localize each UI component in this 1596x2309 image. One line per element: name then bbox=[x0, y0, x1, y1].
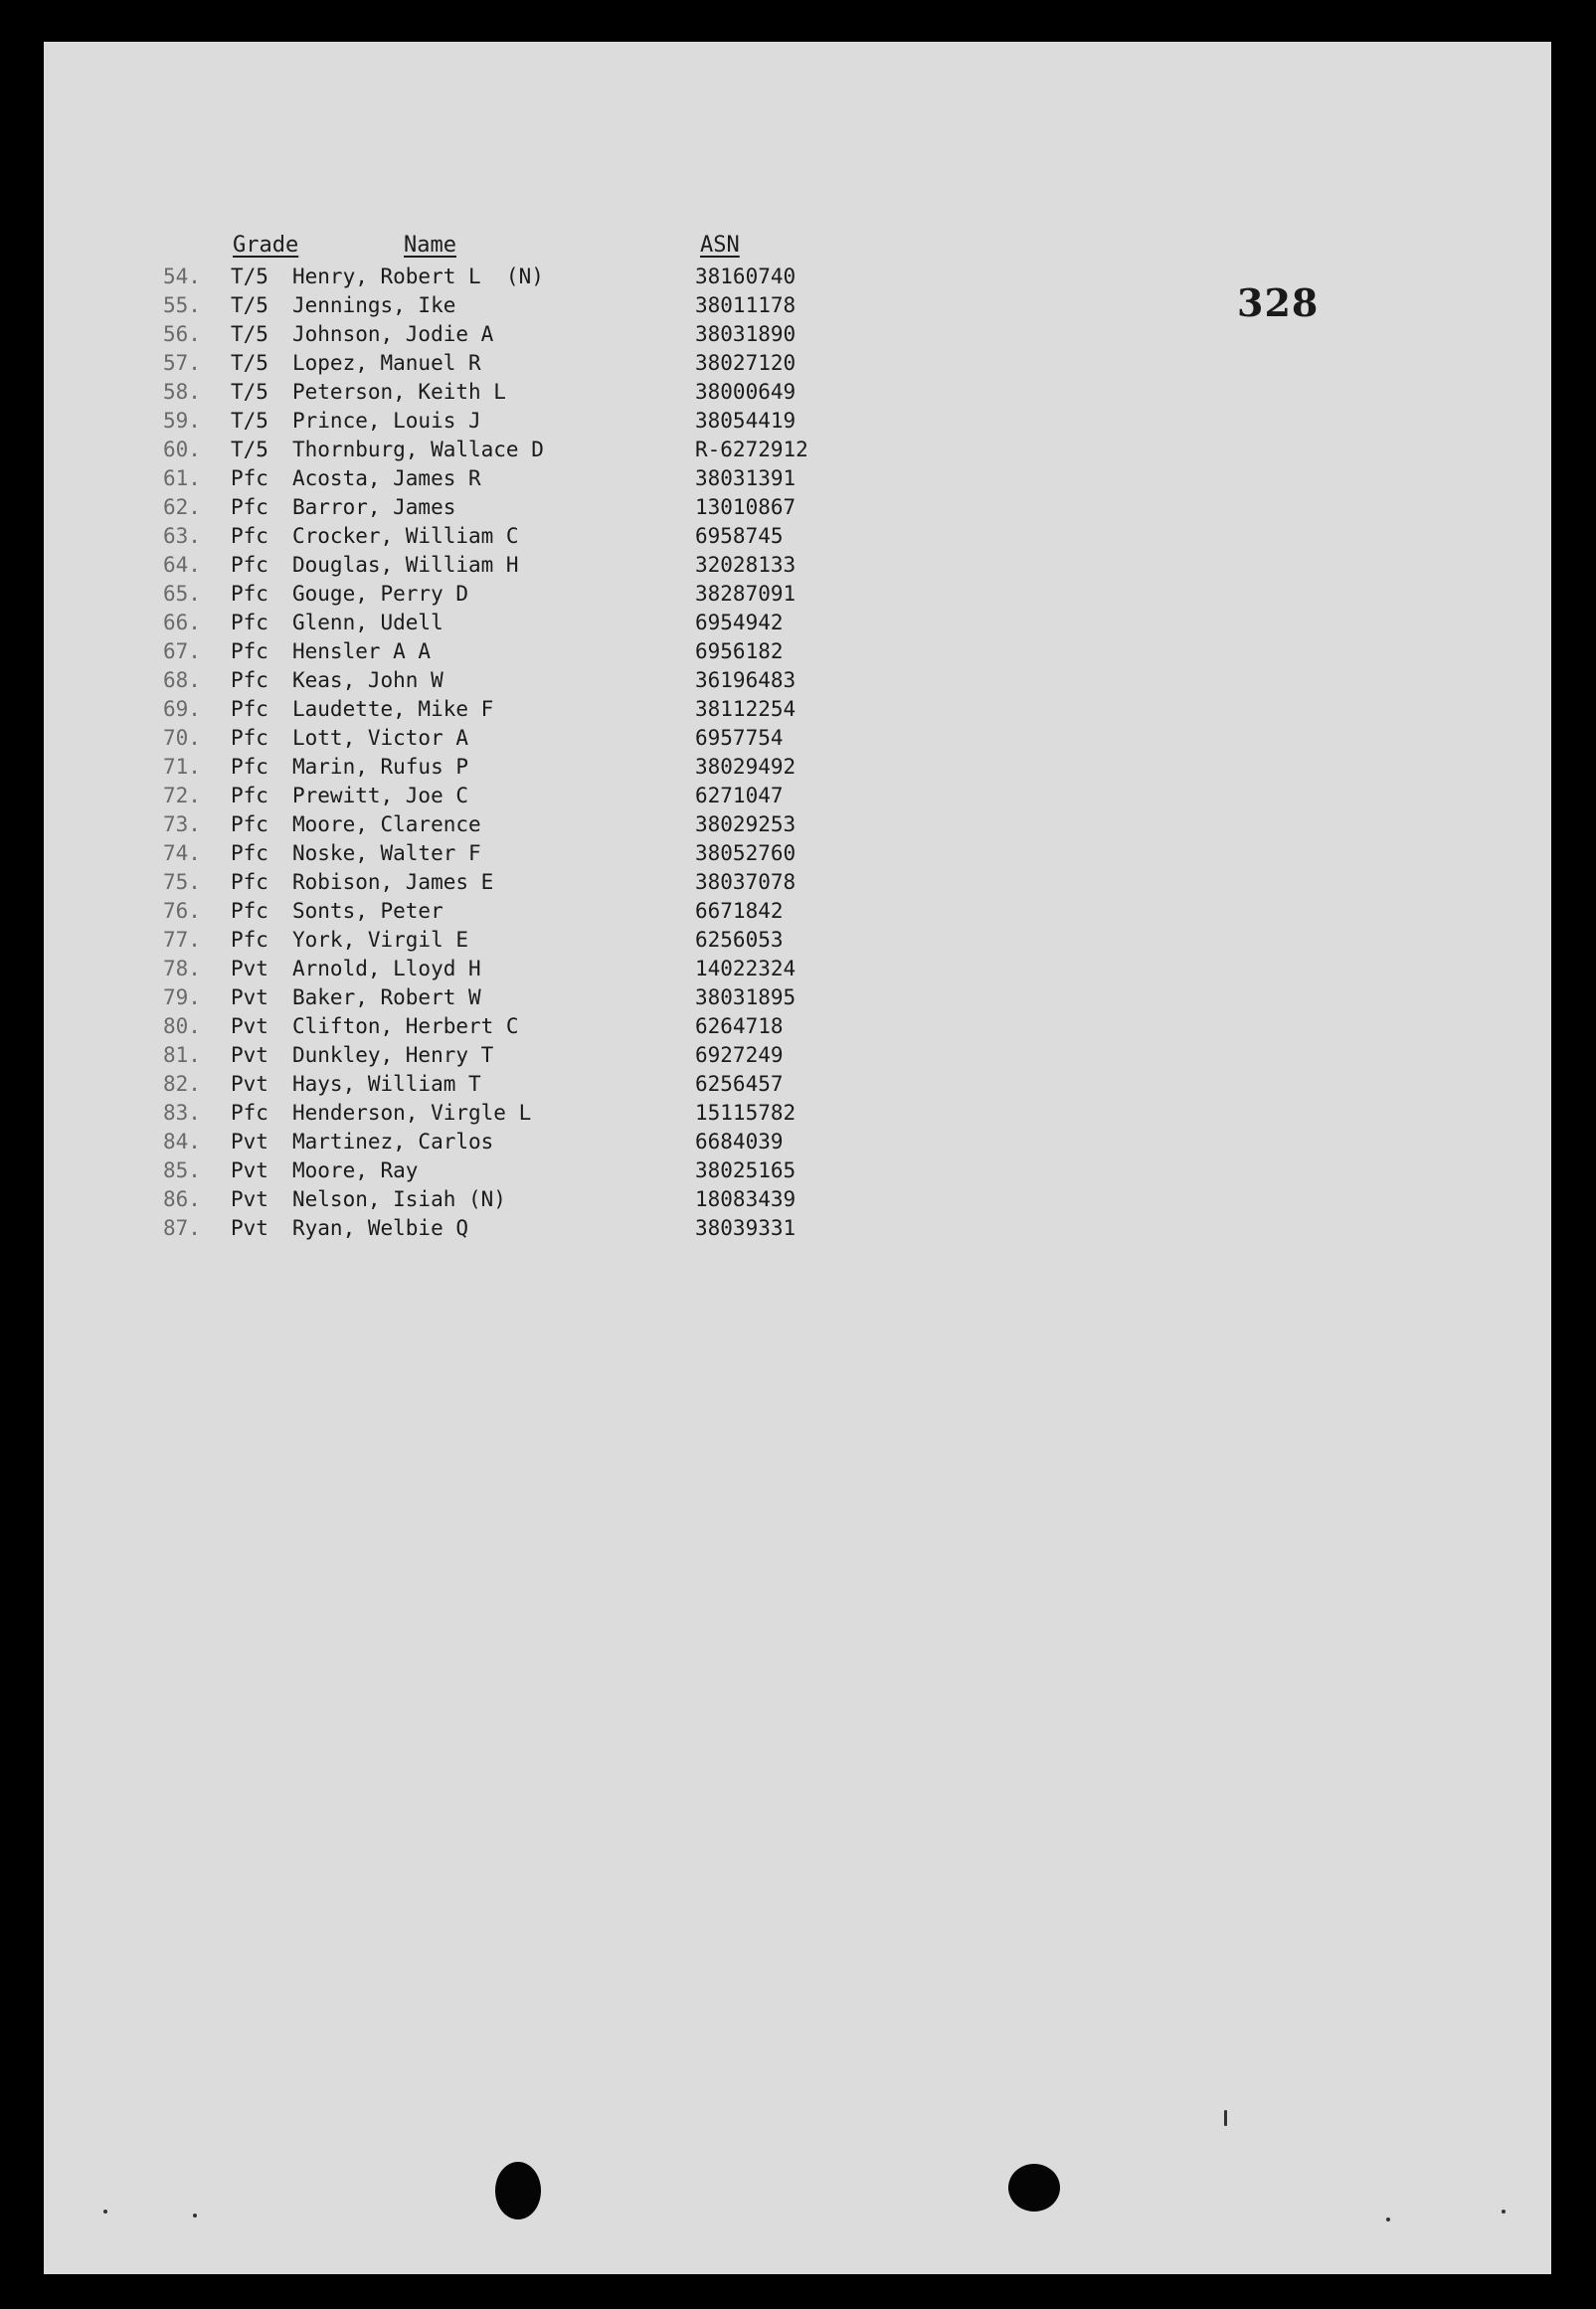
row-asn: 6671842 bbox=[695, 899, 784, 923]
row-number: 61. bbox=[163, 466, 201, 490]
row-grade: Pvt bbox=[231, 1187, 268, 1211]
row-name: Barror, James bbox=[292, 495, 456, 519]
row-number: 68. bbox=[163, 668, 201, 692]
row-grade: Pfc bbox=[231, 928, 268, 952]
row-name: Nelson, Isiah (N) bbox=[292, 1187, 506, 1211]
row-number: 84. bbox=[163, 1130, 201, 1154]
speck bbox=[1502, 2210, 1506, 2214]
row-asn: 6957754 bbox=[695, 726, 784, 750]
table-row bbox=[44, 349, 899, 378]
table-row bbox=[44, 1185, 899, 1214]
table-row bbox=[44, 436, 899, 464]
row-asn: R-6272912 bbox=[695, 438, 808, 461]
row-grade: Pfc bbox=[231, 639, 268, 663]
table-row bbox=[44, 609, 899, 637]
row-number: 87. bbox=[163, 1216, 201, 1240]
row-asn: 38039331 bbox=[695, 1216, 797, 1240]
row-grade: Pvt bbox=[231, 1130, 268, 1154]
table-row bbox=[44, 263, 899, 291]
table-row bbox=[44, 291, 899, 320]
row-asn: 38287091 bbox=[695, 582, 797, 606]
row-asn: 38029492 bbox=[695, 755, 797, 779]
table-row bbox=[44, 897, 899, 926]
row-asn: 38052760 bbox=[695, 841, 797, 865]
row-grade: Pvt bbox=[231, 1014, 268, 1038]
row-number: 82. bbox=[163, 1072, 201, 1096]
row-asn: 18083439 bbox=[695, 1187, 797, 1211]
row-grade: Pfc bbox=[231, 726, 268, 750]
row-grade: Pfc bbox=[231, 784, 268, 807]
row-name: Dunkley, Henry T bbox=[292, 1043, 494, 1067]
row-name: Henry, Robert L (N) bbox=[292, 265, 544, 288]
row-grade: Pfc bbox=[231, 466, 268, 490]
row-number: 57. bbox=[163, 351, 201, 375]
row-number: 77. bbox=[163, 928, 201, 952]
table-row bbox=[44, 464, 899, 493]
row-asn: 6264718 bbox=[695, 1014, 784, 1038]
row-name: Hays, William T bbox=[292, 1072, 481, 1096]
row-name: Noske, Walter F bbox=[292, 841, 481, 865]
table-row bbox=[44, 1099, 899, 1128]
row-grade: Pfc bbox=[231, 899, 268, 923]
punch-hole-right bbox=[1008, 2164, 1060, 2212]
table-row bbox=[44, 666, 899, 695]
row-number: 56. bbox=[163, 322, 201, 346]
row-number: 63. bbox=[163, 524, 201, 548]
row-asn: 38037078 bbox=[695, 870, 797, 894]
row-name: Lopez, Manuel R bbox=[292, 351, 481, 375]
speck bbox=[103, 2210, 107, 2214]
row-name: Laudette, Mike F bbox=[292, 697, 494, 721]
row-name: Martinez, Carlos bbox=[292, 1130, 494, 1154]
row-number: 67. bbox=[163, 639, 201, 663]
row-name: Ryan, Welbie Q bbox=[292, 1216, 469, 1240]
column-header-asn: ASN bbox=[700, 233, 740, 258]
row-asn: 6684039 bbox=[695, 1130, 784, 1154]
row-grade: Pvt bbox=[231, 1072, 268, 1096]
row-asn: 6956182 bbox=[695, 639, 784, 663]
table-row bbox=[44, 1128, 899, 1156]
row-name: Jennings, Ike bbox=[292, 293, 456, 317]
row-grade: Pfc bbox=[231, 697, 268, 721]
row-number: 55. bbox=[163, 293, 201, 317]
row-grade: Pfc bbox=[231, 870, 268, 894]
row-asn: 38031890 bbox=[695, 322, 797, 346]
table-row bbox=[44, 983, 899, 1012]
row-grade: Pfc bbox=[231, 668, 268, 692]
row-number: 85. bbox=[163, 1158, 201, 1182]
row-name: Douglas, William H bbox=[292, 553, 519, 577]
row-number: 75. bbox=[163, 870, 201, 894]
row-name: Moore, Clarence bbox=[292, 812, 481, 836]
table-row bbox=[44, 782, 899, 810]
row-name: Peterson, Keith L bbox=[292, 380, 506, 404]
row-asn: 38011178 bbox=[695, 293, 797, 317]
row-number: 59. bbox=[163, 409, 201, 433]
row-number: 66. bbox=[163, 611, 201, 634]
table-row bbox=[44, 839, 899, 868]
table-row bbox=[44, 1214, 899, 1243]
row-name: Glenn, Udell bbox=[292, 611, 443, 634]
speck bbox=[193, 2214, 197, 2218]
row-number: 86. bbox=[163, 1187, 201, 1211]
row-name: York, Virgil E bbox=[292, 928, 469, 952]
table-row bbox=[44, 1012, 899, 1041]
row-number: 81. bbox=[163, 1043, 201, 1067]
row-number: 71. bbox=[163, 755, 201, 779]
row-asn: 38160740 bbox=[695, 265, 797, 288]
table-row bbox=[44, 1156, 899, 1185]
row-number: 83. bbox=[163, 1101, 201, 1125]
row-asn: 38000649 bbox=[695, 380, 797, 404]
row-name: Keas, John W bbox=[292, 668, 443, 692]
row-name: Robison, James E bbox=[292, 870, 494, 894]
roster-table bbox=[44, 42, 939, 1334]
row-name: Hensler A A bbox=[292, 639, 432, 663]
row-number: 73. bbox=[163, 812, 201, 836]
row-name: Gouge, Perry D bbox=[292, 582, 469, 606]
column-header-name: Name bbox=[404, 233, 456, 258]
punch-hole-left bbox=[495, 2162, 541, 2220]
row-grade: Pfc bbox=[231, 611, 268, 634]
row-grade: Pfc bbox=[231, 553, 268, 577]
speck bbox=[1386, 2218, 1390, 2221]
row-name: Crocker, William C bbox=[292, 524, 519, 548]
row-grade: Pfc bbox=[231, 812, 268, 836]
row-number: 72. bbox=[163, 784, 201, 807]
row-asn: 15115782 bbox=[695, 1101, 797, 1125]
row-name: Johnson, Jodie A bbox=[292, 322, 494, 346]
row-number: 62. bbox=[163, 495, 201, 519]
row-number: 65. bbox=[163, 582, 201, 606]
row-name: Moore, Ray bbox=[292, 1158, 419, 1182]
row-grade: Pfc bbox=[231, 755, 268, 779]
row-grade: Pfc bbox=[231, 582, 268, 606]
row-grade: Pvt bbox=[231, 1216, 268, 1240]
table-row bbox=[44, 378, 899, 407]
table-row bbox=[44, 493, 899, 522]
row-asn: 13010867 bbox=[695, 495, 797, 519]
row-asn: 6958745 bbox=[695, 524, 784, 548]
row-asn: 38025165 bbox=[695, 1158, 797, 1182]
row-grade: Pvt bbox=[231, 1158, 268, 1182]
row-grade: T/5 bbox=[231, 293, 268, 317]
table-row bbox=[44, 868, 899, 897]
row-grade: T/5 bbox=[231, 438, 268, 461]
row-number: 60. bbox=[163, 438, 201, 461]
row-asn: 32028133 bbox=[695, 553, 797, 577]
row-name: Lott, Victor A bbox=[292, 726, 469, 750]
row-asn: 38029253 bbox=[695, 812, 797, 836]
row-number: 78. bbox=[163, 957, 201, 980]
row-name: Acosta, James R bbox=[292, 466, 481, 490]
row-number: 70. bbox=[163, 726, 201, 750]
row-asn: 38031391 bbox=[695, 466, 797, 490]
row-grade: Pfc bbox=[231, 1101, 268, 1125]
row-number: 64. bbox=[163, 553, 201, 577]
row-name: Henderson, Virgle L bbox=[292, 1101, 532, 1125]
row-number: 74. bbox=[163, 841, 201, 865]
table-row bbox=[44, 695, 899, 724]
row-asn: 38027120 bbox=[695, 351, 797, 375]
table-row bbox=[44, 926, 899, 955]
row-grade: Pfc bbox=[231, 495, 268, 519]
row-name: Thornburg, Wallace D bbox=[292, 438, 544, 461]
row-grade: Pfc bbox=[231, 841, 268, 865]
table-row bbox=[44, 810, 899, 839]
row-name: Prewitt, Joe C bbox=[292, 784, 469, 807]
row-asn: 6954942 bbox=[695, 611, 784, 634]
row-asn: 38054419 bbox=[695, 409, 797, 433]
row-name: Clifton, Herbert C bbox=[292, 1014, 519, 1038]
row-name: Prince, Louis J bbox=[292, 409, 481, 433]
row-name: Arnold, Lloyd H bbox=[292, 957, 481, 980]
table-row bbox=[44, 1041, 899, 1070]
table-row bbox=[44, 724, 899, 753]
table-row bbox=[44, 407, 899, 436]
row-asn: 14022324 bbox=[695, 957, 797, 980]
row-grade: T/5 bbox=[231, 380, 268, 404]
row-number: 79. bbox=[163, 985, 201, 1009]
row-grade: T/5 bbox=[231, 322, 268, 346]
table-row bbox=[44, 955, 899, 983]
row-asn: 6256053 bbox=[695, 928, 784, 952]
row-asn: 6271047 bbox=[695, 784, 784, 807]
table-row bbox=[44, 320, 899, 349]
row-grade: T/5 bbox=[231, 265, 268, 288]
row-asn: 6927249 bbox=[695, 1043, 784, 1067]
row-asn: 6256457 bbox=[695, 1072, 784, 1096]
page-number: 328 bbox=[1237, 280, 1320, 325]
column-header-grade: Grade bbox=[233, 233, 299, 258]
row-number: 54. bbox=[163, 265, 201, 288]
row-name: Marin, Rufus P bbox=[292, 755, 469, 779]
row-grade: T/5 bbox=[231, 409, 268, 433]
document-page bbox=[44, 42, 1551, 2274]
row-number: 69. bbox=[163, 697, 201, 721]
row-grade: Pfc bbox=[231, 524, 268, 548]
row-grade: Pvt bbox=[231, 985, 268, 1009]
row-asn: 36196483 bbox=[695, 668, 797, 692]
table-row bbox=[44, 551, 899, 580]
table-row bbox=[44, 580, 899, 609]
row-grade: Pvt bbox=[231, 957, 268, 980]
row-asn: 38031895 bbox=[695, 985, 797, 1009]
row-asn: 38112254 bbox=[695, 697, 797, 721]
row-name: Sonts, Peter bbox=[292, 899, 443, 923]
row-grade: T/5 bbox=[231, 351, 268, 375]
table-row bbox=[44, 753, 899, 782]
table-row bbox=[44, 637, 899, 666]
row-name: Baker, Robert W bbox=[292, 985, 481, 1009]
speck bbox=[1224, 2110, 1227, 2126]
row-number: 80. bbox=[163, 1014, 201, 1038]
row-number: 58. bbox=[163, 380, 201, 404]
row-grade: Pvt bbox=[231, 1043, 268, 1067]
table-row bbox=[44, 522, 899, 551]
table-row bbox=[44, 1070, 899, 1099]
row-number: 76. bbox=[163, 899, 201, 923]
